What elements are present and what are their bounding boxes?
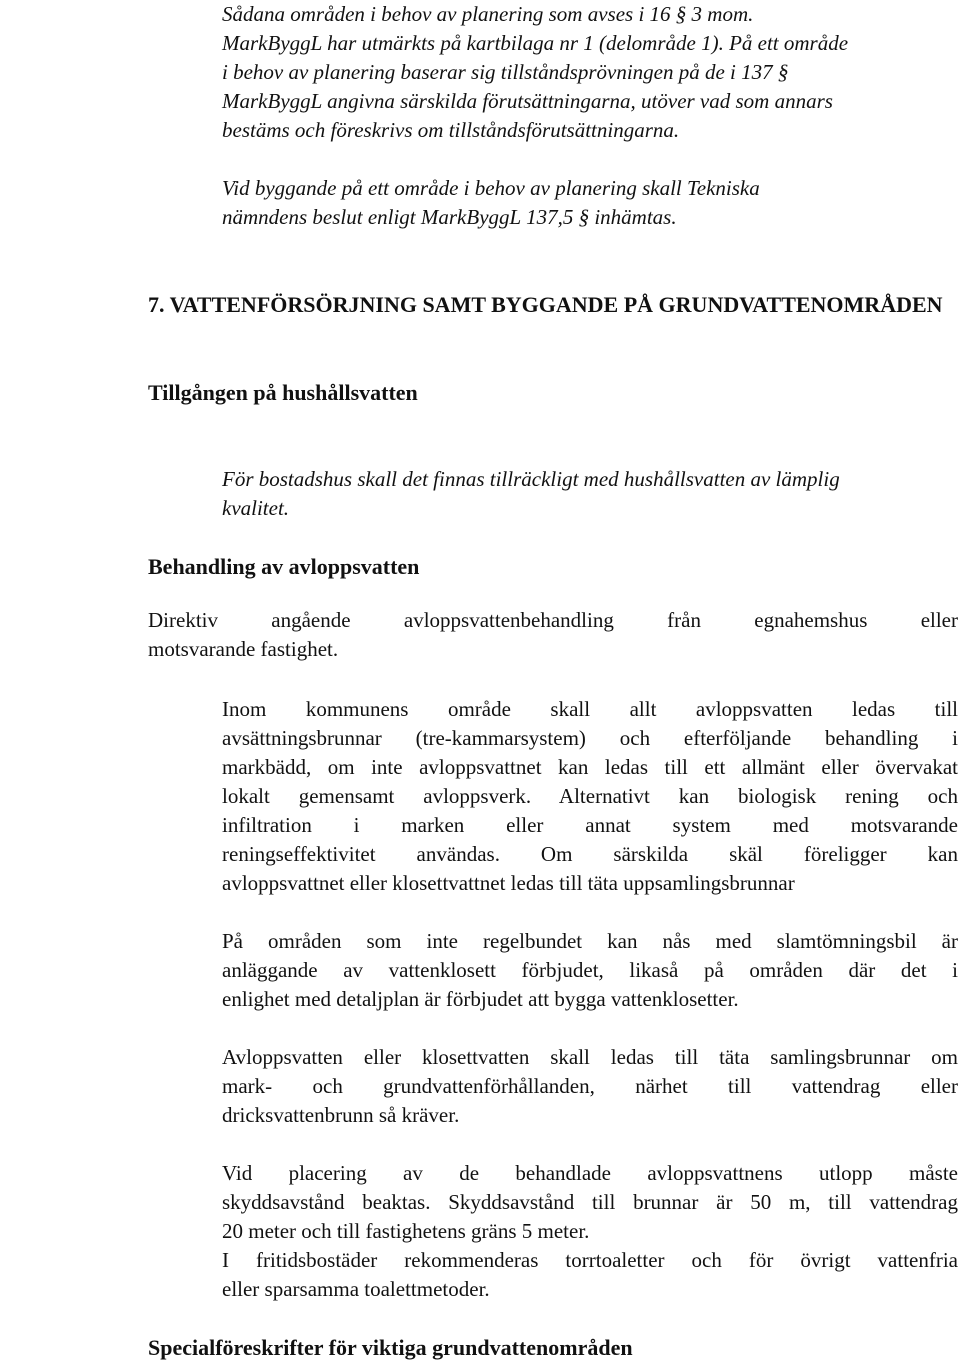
avloppsvatten-heading: Behandling av avloppsvatten xyxy=(148,554,420,579)
p3-line: dricksvattenbrunn så kräver. xyxy=(222,1103,460,1127)
hushall-line: För bostadshus skall det finnas tillräckligt med hushållsvatten av lämplig xyxy=(222,467,840,491)
avlopp-paragraph-5 xyxy=(222,1246,958,1304)
intro2-line: Vid byggande på ett område i behov av planering skall Tekniska xyxy=(222,176,760,200)
p5-line: I fritidsbostäder rekommenderas torrtoaletter och för övrigt vattenfria xyxy=(222,1248,958,1272)
hushall-line: kvalitet. xyxy=(222,496,290,520)
avlopp-paragraph-3 xyxy=(222,1043,958,1130)
intro-line: MarkByggL angivna särskilda förutsättningarna, utöver vad som annars xyxy=(222,89,833,113)
avlopp-paragraph-2 xyxy=(222,927,958,1014)
intro2-line: nämndens beslut enligt MarkByggL 137,5 § inhämtas. xyxy=(222,205,677,229)
special-heading: Specialföreskrifter för viktiga grundvattenområden xyxy=(148,1335,633,1360)
intro-line: bestäms och föreskrivs om tillståndsförutsättningarna. xyxy=(222,118,680,142)
p1-line: infiltration i marken eller annat system med motsvarande xyxy=(222,813,958,837)
hushallsvatten-heading: Tillgången på hushållsvatten xyxy=(148,380,418,405)
p3-line: Avloppsvatten eller klosettvatten skall ledas till täta samlingsbrunnar om xyxy=(222,1045,958,1069)
p1-line: reningseffektivitet användas. Om särskilda skäl föreligger kan xyxy=(222,842,958,866)
intro2-paragraph xyxy=(222,174,960,232)
intro-paragraph xyxy=(222,0,960,145)
avlopp-paragraph-4 xyxy=(222,1159,958,1246)
intro-line: Sådana områden i behov av planering som avses i 16 § 3 mom. xyxy=(222,2,754,26)
p4-line: Vid placering av de behandlade avloppsvattnens utlopp måste xyxy=(222,1161,958,1185)
directive-paragraph xyxy=(148,606,958,664)
p1-line: avloppsvattnet eller klosettvattnet ledas till täta uppsamlingsbrunnar xyxy=(222,871,795,895)
directive-line: Direktiv angående avloppsvattenbehandling från egnahemshus eller xyxy=(148,608,958,632)
hushallsvatten-paragraph xyxy=(222,465,960,523)
intro-line: MarkByggL har utmärkts på kartbilaga nr 1 (delområde 1). På ett område xyxy=(222,31,849,55)
directive-line: motsvarande fastighet. xyxy=(148,637,339,661)
p1-line: markbädd, om inte avloppsvattnet kan ledas till ett allmänt eller övervakat xyxy=(222,755,958,779)
p2-line: På områden som inte regelbundet kan nås med slamtömningsbil är xyxy=(222,929,958,953)
p1-line: avsättningsbrunnar (tre-kammarsystem) och efterföljande behandling i xyxy=(222,726,958,750)
avlopp-paragraph-1 xyxy=(222,695,958,898)
p2-line: enlighet med detaljplan är förbjudet att bygga vattenklosetter. xyxy=(222,987,739,1011)
section-7-heading: 7. VATTENFÖRSÖRJNING SAMT BYGGANDE PÅ GRUNDVATTENOMRÅDEN xyxy=(148,292,943,317)
intro-line: i behov av planering baserar sig tillståndsprövningen på de i 137 § xyxy=(222,60,789,84)
p1-line: lokalt gemensamt avloppsverk. Alternativt kan biologisk rening och xyxy=(222,784,958,808)
p1-line: Inom kommunens område skall allt avloppsvatten ledas till xyxy=(222,697,958,721)
p4-line: skyddsavstånd beaktas. Skyddsavstånd till brunnar är 50 m, till vattendrag xyxy=(222,1190,958,1214)
p3-line: mark- och grundvattenförhållanden, närhet till vattendrag eller xyxy=(222,1074,958,1098)
p4-line: 20 meter och till fastighetens gräns 5 meter. xyxy=(222,1219,590,1243)
p5-line: eller sparsamma toalettmetoder. xyxy=(222,1277,490,1301)
p2-line: anläggande av vattenklosett förbjudet, likaså på områden där det i xyxy=(222,958,958,982)
